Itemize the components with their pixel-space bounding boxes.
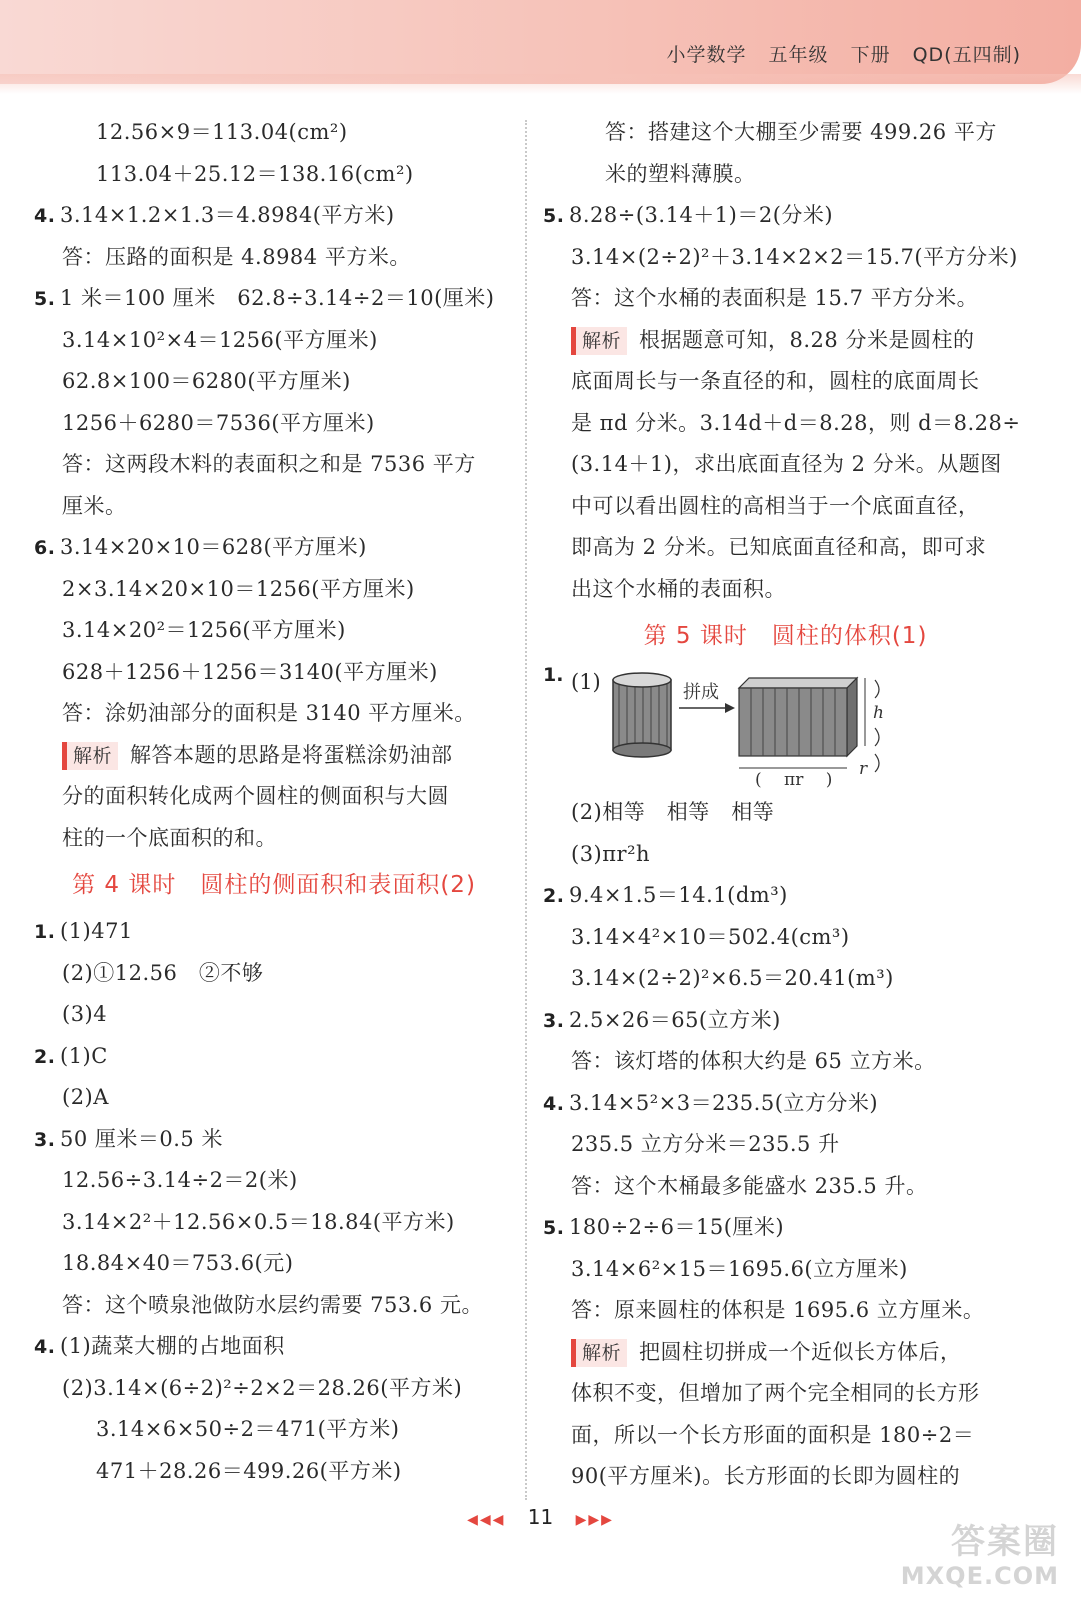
header-subject: 小学数学 xyxy=(666,44,747,66)
question-number: 4. xyxy=(34,1336,56,1358)
left-column xyxy=(34,112,514,1492)
answer-line xyxy=(34,527,514,569)
line-text: 体积不变，但增加了两个完全相同的长方形 xyxy=(571,1381,980,1405)
answer-line xyxy=(34,486,514,528)
line-text: 113.04＋25.12＝138.16(cm²) xyxy=(96,161,414,186)
question-number: 4. xyxy=(543,1092,565,1115)
line-text: (2)3.14×(6÷2)²÷2×2＝28.26(平方米) xyxy=(62,1375,463,1400)
answer-line xyxy=(34,569,514,611)
line-text: 把圆柱切拼成一个近似长方体后， xyxy=(639,1339,962,1364)
line-text: 62.8×100＝6280(平方厘米) xyxy=(62,369,351,393)
line-text: 即高为 2 分米。已知底面直径和高，即可求 xyxy=(571,535,987,559)
answer-line xyxy=(34,361,514,403)
line-text: 3.14×2²＋12.56×0.5＝18.84(平方米) xyxy=(62,1209,455,1234)
answer-line xyxy=(34,1202,514,1244)
answer-line xyxy=(543,1083,1028,1125)
depth-label: r xyxy=(859,759,868,779)
answer-line xyxy=(34,911,514,953)
answer-line xyxy=(34,320,514,362)
cylinder-bottom xyxy=(613,743,671,757)
answer-line xyxy=(543,1290,1028,1332)
answer-line xyxy=(543,195,1028,237)
answer-line xyxy=(34,444,514,486)
line-text: (1)蔬菜大棚的占地面积 xyxy=(60,1334,285,1358)
line-text: 2×3.14×20×10＝1256(平方厘米) xyxy=(62,576,415,601)
line-text: (3)4 xyxy=(62,1002,108,1026)
line-text: 答：这个木桶最多能盛水 235.5 升。 xyxy=(571,1173,928,1198)
watermark-logo xyxy=(879,1522,1059,1594)
line-text: 50 厘米＝0.5 米 xyxy=(60,1126,223,1151)
sub-question-label: (1) xyxy=(571,670,601,694)
line-text: 是 πd 分米。3.14d＋d＝8.28，则 d＝8.28÷ xyxy=(571,410,1021,435)
analysis-line xyxy=(543,1332,1028,1374)
cylinder-figure-row xyxy=(543,662,1028,792)
line-text: 18.84×40＝753.6(元) xyxy=(62,1251,294,1275)
answer-line xyxy=(543,527,1028,569)
line-text: 1256＋6280＝7536(平方厘米) xyxy=(62,410,375,435)
answer-line xyxy=(543,1249,1028,1291)
right-column xyxy=(543,112,1028,1498)
height-paren-top xyxy=(875,680,879,698)
line-text: 9.4×1.5＝14.1(dm³) xyxy=(569,883,788,907)
line-text: 答：搭建这个大棚至少需要 499.26 平方 xyxy=(605,120,997,144)
answer-line xyxy=(543,1415,1028,1457)
analysis-line xyxy=(543,320,1028,362)
arrow-label: 拼成 xyxy=(683,682,719,703)
header-grade: 五年级 xyxy=(768,44,829,66)
answer-line xyxy=(543,1000,1028,1042)
question-number: 3. xyxy=(34,1128,56,1151)
answer-line xyxy=(34,403,514,445)
question-number: 2. xyxy=(543,885,565,907)
line-text: 3.14×(2÷2)²×6.5＝20.41(m³) xyxy=(571,966,894,990)
answer-line xyxy=(543,1207,1028,1249)
answer-line xyxy=(34,1285,514,1327)
page-number: 11 xyxy=(527,1505,554,1529)
answer-line xyxy=(543,1373,1028,1415)
line-text: 3.14×20×10＝628(平方厘米) xyxy=(60,535,367,559)
analysis-tag: 解析 xyxy=(571,1339,627,1367)
answer-line xyxy=(34,1451,514,1493)
cylinder-to-cuboid-diagram xyxy=(607,668,897,788)
answer-line xyxy=(34,1409,514,1451)
line-text: (1)C xyxy=(60,1043,108,1068)
answer-line xyxy=(34,818,514,860)
answer-line xyxy=(34,1119,514,1161)
answer-line xyxy=(543,1041,1028,1083)
line-text: 面，所以一个长方形面的面积是 180÷2＝ xyxy=(571,1422,975,1447)
line-text: 中可以看出圆柱的高相当于一个底面直径， xyxy=(571,493,980,518)
line-text: 3.14×10²×4＝1256(平方厘米) xyxy=(62,327,378,352)
line-text: 471＋28.26＝499.26(平方米) xyxy=(96,1458,402,1483)
length-label: ( πr ) xyxy=(755,770,833,788)
arrow-head-icon xyxy=(725,703,735,713)
answer-line xyxy=(543,486,1028,528)
line-text: 3.14×4²×10＝502.4(cm³) xyxy=(571,924,850,949)
cylinder-top xyxy=(613,673,671,687)
question-number: 1. xyxy=(543,664,564,686)
cuboid-side-face xyxy=(847,678,857,756)
line-text: 12.56×9＝113.04(cm²) xyxy=(96,120,348,144)
question-number: 5. xyxy=(543,205,565,227)
watermark-line1: 答案圈 xyxy=(951,1522,1059,1562)
line-text: 90(平方厘米)。长方形面的长即为圆柱的 xyxy=(571,1464,961,1488)
answer-line xyxy=(543,917,1028,959)
line-text: 12.56÷3.14÷2＝2(米) xyxy=(62,1168,298,1192)
answer-line xyxy=(543,958,1028,1000)
question-number: 6. xyxy=(34,537,56,559)
prev-arrows-icon: ◀◀◀ xyxy=(467,1512,506,1528)
line-text: 3.14×6²×15＝1695.6(立方厘米) xyxy=(571,1256,908,1281)
line-text: 628＋1256＋1256＝3140(平方厘米) xyxy=(62,659,438,684)
line-text: 答：涂奶油部分的面积是 3140 平方厘米。 xyxy=(62,701,476,725)
header-banner-fade xyxy=(0,74,1081,94)
line-text: 答：这个水桶的表面积是 15.7 平方分米。 xyxy=(571,286,979,310)
answer-line xyxy=(543,112,1028,154)
header-info xyxy=(667,40,1021,67)
answer-line xyxy=(34,1326,514,1368)
header-volume: 下册 xyxy=(850,44,891,66)
answer-line xyxy=(543,569,1028,611)
answer-line xyxy=(543,237,1028,279)
line-text: 答：该灯塔的体积大约是 65 立方米。 xyxy=(571,1049,936,1073)
answer-line xyxy=(34,610,514,652)
line-text: (2)A xyxy=(62,1085,109,1109)
section-title: 第 4 课时 圆柱的侧面积和表面积(2) xyxy=(72,872,476,898)
line-text: 3.14×6×50÷2＝471(平方米) xyxy=(96,1417,400,1441)
answer-line xyxy=(34,1368,514,1410)
line-text: 解答本题的思路是将蛋糕涂奶油部 xyxy=(130,742,453,767)
line-text: 3.14×5²×3＝235.5(立方分米) xyxy=(569,1090,879,1115)
answer-line xyxy=(543,1124,1028,1166)
line-text: 出这个水桶的表面积。 xyxy=(571,576,786,601)
answer-line xyxy=(34,776,514,818)
line-text: 答：这个喷泉池做防水层约需要 753.6 元。 xyxy=(62,1292,483,1317)
line-text: (3)πr²h xyxy=(571,841,651,866)
answer-line xyxy=(34,154,514,196)
analysis-tag: 解析 xyxy=(571,327,627,355)
line-text: (2)相等 相等 相等 xyxy=(571,800,775,824)
answer-line xyxy=(543,361,1028,403)
height-label: h xyxy=(873,703,884,723)
answer-line xyxy=(34,1160,514,1202)
question-number: 4. xyxy=(34,205,56,227)
answer-line xyxy=(543,444,1028,486)
question-number: 5. xyxy=(34,288,56,310)
answer-line xyxy=(34,195,514,237)
line-text: 答：压路的面积是 4.8984 平方米。 xyxy=(62,244,411,269)
line-text: 分的面积转化成两个圆柱的侧面积与大圆 xyxy=(62,784,449,808)
answer-line xyxy=(543,278,1028,320)
question-number: 5. xyxy=(543,1217,565,1239)
analysis-line xyxy=(34,735,514,777)
line-text: 底面周长与一条直径的和，圆柱的底面周长 xyxy=(571,369,980,393)
line-text: 235.5 立方分米＝235.5 升 xyxy=(571,1132,840,1156)
header-edition: QD(五四制) xyxy=(912,44,1021,66)
question-number: 3. xyxy=(543,1009,565,1032)
line-text: (2)①12.56 ②不够 xyxy=(62,960,264,985)
question-number: 2. xyxy=(34,1045,56,1068)
answer-line xyxy=(543,792,1028,834)
line-text: 根据题意可知，8.28 分米是圆柱的 xyxy=(639,327,975,352)
line-text: 3.14×1.2×1.3＝4.8984(平方米) xyxy=(60,203,395,227)
line-text: 柱的一个底面积的和。 xyxy=(62,825,277,850)
analysis-tag: 解析 xyxy=(62,742,118,770)
cuboid-top-face xyxy=(739,678,857,688)
line-text: 答：这两段木料的表面积之和是 7536 平方 xyxy=(62,452,476,476)
line-text: 3.14×(2÷2)²＋3.14×2×2＝15.7(平方分米) xyxy=(571,244,1018,269)
depth-paren xyxy=(875,754,879,772)
line-text: 180÷2÷6＝15(厘米) xyxy=(569,1215,785,1239)
answer-line xyxy=(34,278,514,320)
question-number: 1. xyxy=(34,921,56,943)
answer-line xyxy=(34,693,514,735)
answer-line xyxy=(543,154,1028,196)
answer-line xyxy=(34,1243,514,1285)
line-text: (1)471 xyxy=(60,919,133,943)
answer-line xyxy=(543,1456,1028,1498)
watermark-line2: MXQE.COM xyxy=(900,1562,1059,1590)
answer-line xyxy=(34,112,514,154)
answer-line xyxy=(34,953,514,995)
line-text: 2.5×26＝65(立方米) xyxy=(569,1007,781,1032)
line-text: 厘米。 xyxy=(62,493,127,518)
answer-line xyxy=(34,1036,514,1078)
height-paren-bottom xyxy=(875,728,879,746)
line-text: 米的塑料薄膜。 xyxy=(605,161,756,186)
line-text: (3.14＋1)，求出底面直径为 2 分米。从题图 xyxy=(571,452,1002,476)
answer-line xyxy=(543,875,1028,917)
answer-line xyxy=(34,652,514,694)
answer-line xyxy=(34,1077,514,1119)
line-text: 答：原来圆柱的体积是 1695.6 立方厘米。 xyxy=(571,1298,985,1322)
line-text: 8.28÷(3.14＋1)＝2(分米) xyxy=(569,203,834,227)
cuboid-front-face xyxy=(739,688,847,756)
line-text: 3.14×20²＝1256(平方厘米) xyxy=(62,618,346,642)
answer-line xyxy=(543,1166,1028,1208)
section-title: 第 5 课时 圆柱的体积(1) xyxy=(643,623,928,649)
answer-line xyxy=(34,994,514,1036)
answer-line xyxy=(34,237,514,279)
line-text: 1 米＝100 厘米 62.8÷3.14÷2＝10(厘米) xyxy=(60,286,495,310)
column-divider xyxy=(525,120,527,1500)
cylinder-body xyxy=(613,680,671,750)
next-arrows-icon: ▶▶▶ xyxy=(575,1512,614,1528)
answer-line xyxy=(543,403,1028,445)
answer-line xyxy=(543,834,1028,876)
